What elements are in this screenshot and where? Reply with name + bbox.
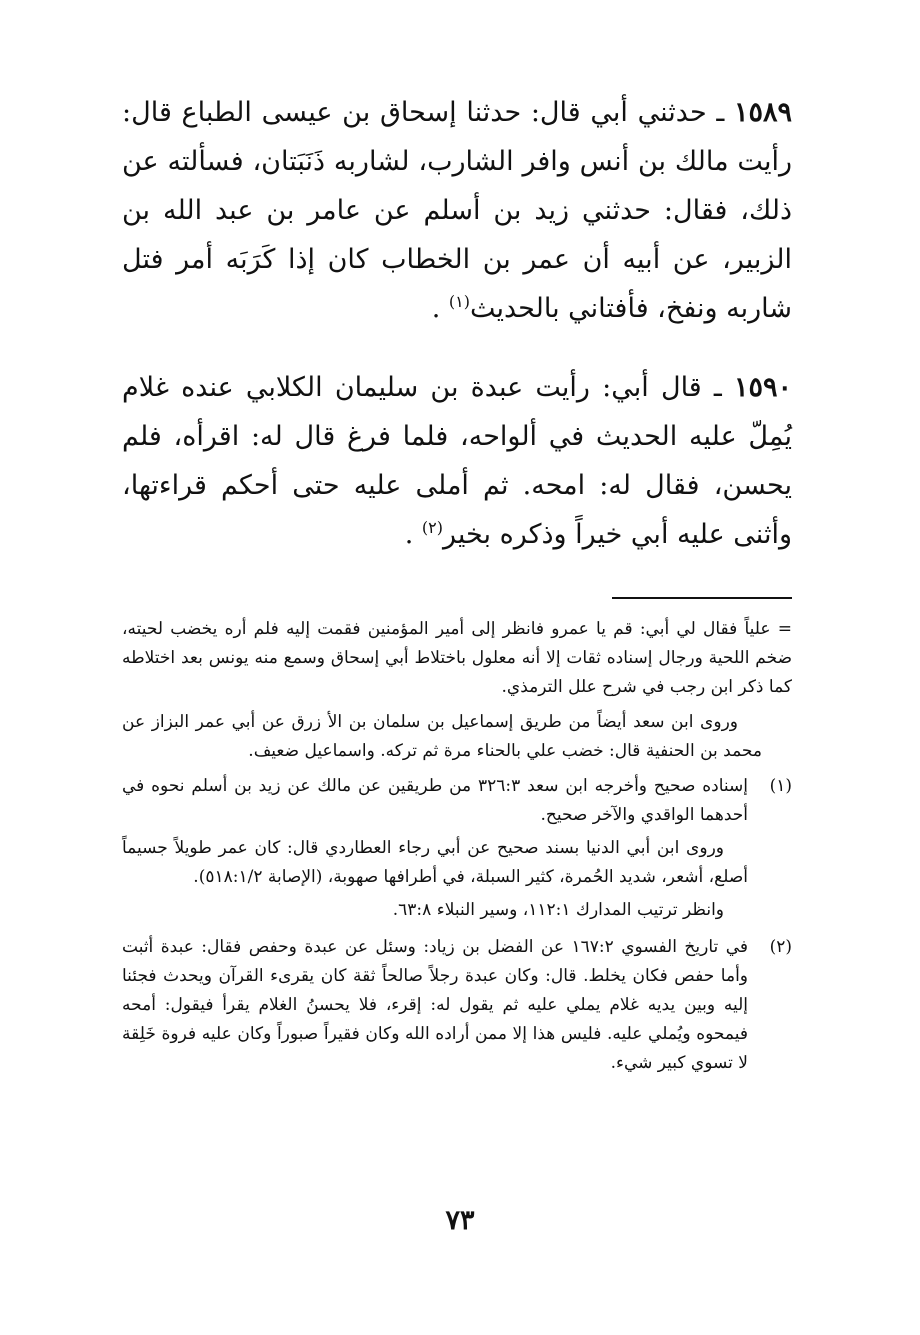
footnote-paragraph: في تاريخ الفسوي ١٦٧:٢ عن الفضل بن زياد: وسئل عن عبدة وحفص فقال: عبدة أثبت وأما حفص فكان يخلط. قال: وكان عبدة رجلاً صالحاً ثقة كان يقرىء القرآن ويحدث فجئنا إليه وبين يديه غلام يملي عليه ثم يقول له: إقرء، فلا يحسنُ الغلام يقرأ فيقول: أمحه فيمحوه ويُملي عليه. فليس هذا إلا ممن أراده الله وكان فقيراً صبوراً وكان عليه فروة خَلِقة لا تسوي كبير شيء. bbox=[122, 937, 748, 1073]
footnote-paragraph: وروى ابن أبي الدنيا بسند صحيح عن أبي رجاء العطاردي قال: كان عمر طويلاً جسيماً أصلع، أشعر، شديد الحُمرة، كثير السبلة، في أطرافها صهوبة، (الإصابة ٥١٨:١/٢). bbox=[122, 838, 748, 887]
footnote-ref: (١) bbox=[448, 292, 470, 311]
hadith-number: ١٥٨٩ bbox=[733, 97, 792, 128]
footnote-separator bbox=[612, 597, 792, 599]
hadith-end: . bbox=[404, 519, 422, 550]
main-text bbox=[122, 88, 792, 589]
hadith-1590 bbox=[122, 363, 792, 559]
footnote-1 bbox=[122, 772, 792, 929]
page-number: ٧٣ bbox=[445, 1205, 475, 1236]
hadith-text: ـ قال أبي: رأيت عبدة بن سليمان الكلابي عنده غلام يُمِلّ عليه الحديث في ألواحه، فلما فرغ قال له: اقرأه، فلم يحسن، فقال له: امحه. ثم أملى عليه حتى أحكم قراءتها، وأثنى عليه أبي خيراً وذكره بخير bbox=[122, 372, 792, 550]
footnotes bbox=[122, 615, 792, 1086]
footnote-paragraph: وانظر ترتيب المدارك ١١٢:١، وسير النبلاء ٦٣:٨. bbox=[392, 900, 724, 920]
hadith-1589 bbox=[122, 88, 792, 333]
footnote-continuation: = علياً فقال لي أبي: قم يا عمرو فانظر إلى أمير المؤمنين فقمت إليه فلم أره يخضب لحيته، ضخم اللحية ورجال إسناده ثقات إلا أنه معلول باختلاط أبي إسحاق وسمع منه يونس بعد اختلاطه كما ذكر ابن رجب في شرح علل الترمذي. bbox=[122, 619, 793, 697]
footnote-body bbox=[122, 772, 748, 929]
hadith-number: ١٥٩٠ bbox=[733, 372, 792, 403]
footnote-body bbox=[122, 933, 748, 1082]
footnote-ref: (٢) bbox=[421, 518, 443, 537]
footnote-continuation: وروى ابن سعد أيضاً من طريق إسماعيل بن سلمان بن الأ زرق عن أبي عمر البزاز عن محمد بن الحنفية قال: خضب علي بالحناء مرة ثم تركه. واسماعيل ضعيف. bbox=[122, 712, 762, 761]
hadith-end: . bbox=[431, 293, 449, 324]
footnote-label: (١) bbox=[769, 776, 792, 796]
footnote-label: (٢) bbox=[769, 937, 792, 957]
footnote-paragraph: إسناده صحيح وأخرجه ابن سعد ٣٢٦:٣ من طريقين عن مالك عن زيد بن أسلم نحوه في أحدهما الواقدي والآخر صحيح. bbox=[122, 776, 748, 825]
footnote-2 bbox=[122, 933, 792, 1082]
hadith-text: ـ حدثني أبي قال: حدثنا إسحاق بن عيسى الطباع قال: رأيت مالك بن أنس وافر الشارب، لشاربه ذَنَبَتان، فسألته عن ذلك، فقال: حدثني زيد بن أسلم عن عامر بن عبد الله بن الزبير، عن أبيه أن عمر بن الخطاب كان إذا كَرَبَه أمر فتل شاربه ونفخ، فأفتاني بالحديث bbox=[122, 97, 792, 324]
